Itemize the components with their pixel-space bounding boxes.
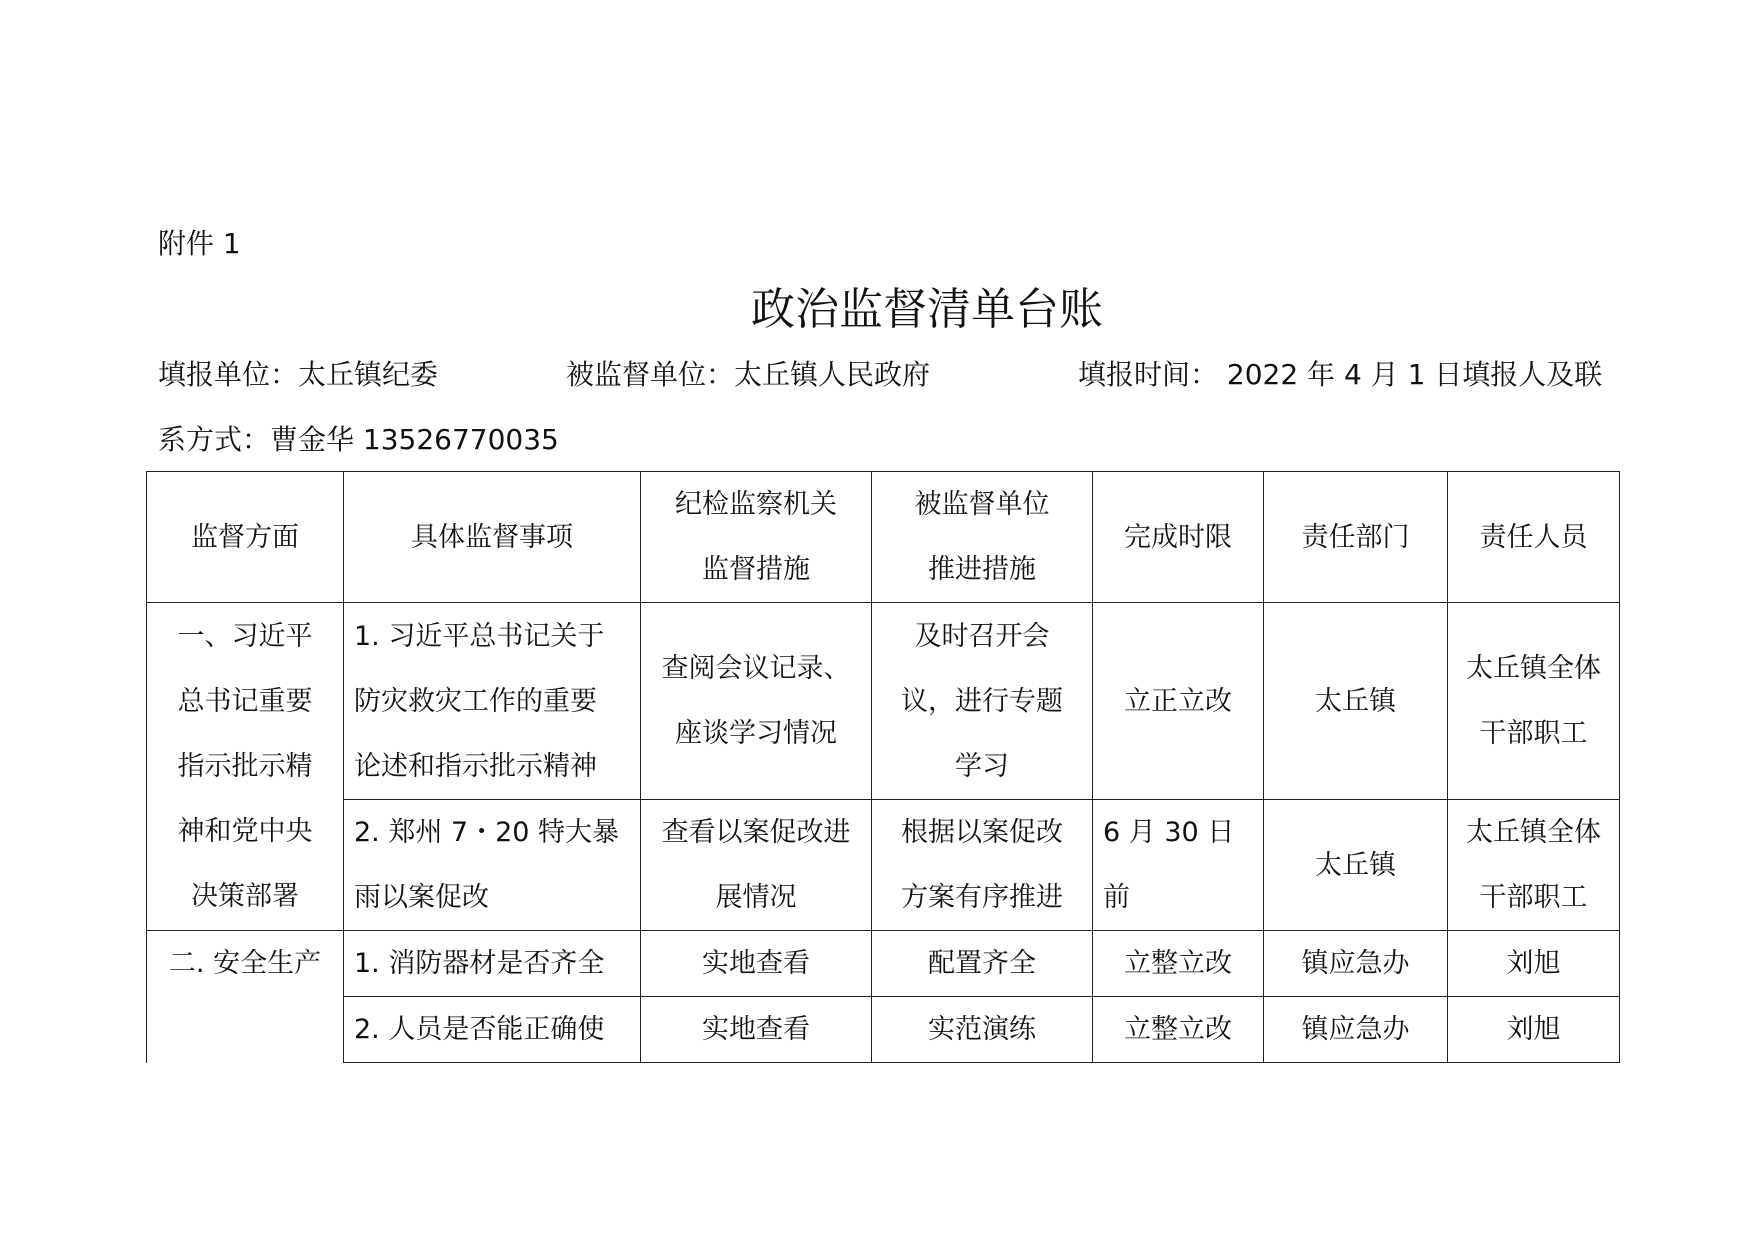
deadline-line: [1103, 800, 1253, 865]
measures-cell: 实地查看: [641, 931, 872, 997]
person-line: 太丘镇全体: [1466, 817, 1601, 848]
deadline-line: 前: [1103, 882, 1130, 913]
aspect-line: 神和党中央: [177, 816, 313, 847]
header-dept: 责任部门: [1264, 472, 1448, 603]
header-row: [147, 472, 1620, 603]
header-person: 责任人员: [1448, 472, 1620, 603]
advance-cell: [872, 800, 1093, 931]
person-line: 太丘镇全体: [1466, 653, 1601, 684]
advance-line: 及时召开会: [914, 620, 1050, 652]
aspect-line: 总书记重要: [177, 686, 313, 717]
measures-line: 展情况: [715, 882, 797, 913]
person-line: 干部职工: [1479, 882, 1588, 913]
table-row: [147, 603, 1620, 800]
measures-cell: 实地查看: [641, 997, 872, 1063]
dept-cell: 镇应急办: [1264, 997, 1448, 1063]
advance-cell: 配置齐全: [872, 931, 1093, 997]
supervised-unit: 被监督单位：太丘镇人民政府: [566, 358, 931, 391]
supervision-ledger-table: [146, 471, 1620, 1063]
measures-line: 查看以案促改进: [661, 817, 851, 848]
table-row: [147, 931, 1620, 997]
advance-cell: 实范演练: [872, 997, 1093, 1063]
reporting-unit: 填报单位：太丘镇纪委: [158, 358, 439, 391]
dept-cell: 镇应急办: [1264, 931, 1448, 997]
measures-cell: [641, 603, 872, 800]
header-measures-line: 纪检监察机关: [675, 489, 837, 520]
item-line: 1. 习近平总书记关于: [354, 620, 605, 652]
item-line: 论述和指示批示精神: [354, 750, 597, 782]
aspect-line: 决策部署: [191, 881, 299, 912]
advance-line: 议，进行专题: [901, 685, 1063, 717]
measures-cell: [641, 800, 872, 931]
dept-cell: 太丘镇: [1264, 603, 1448, 800]
report-time: 填报时间： 2022 年 4 月 1 日填报人及联: [1078, 358, 1603, 391]
header-measures: [641, 472, 872, 603]
person-cell: 刘旭: [1448, 931, 1620, 997]
header-deadline: 完成时限: [1093, 472, 1264, 603]
deadline-cell: 立整立改: [1093, 931, 1264, 997]
person-cell: [1448, 800, 1620, 931]
item-cell: 1. 消防器材是否齐全: [344, 931, 641, 997]
advance-cell: [872, 603, 1093, 800]
deadline-part: 6: [1103, 817, 1121, 848]
header-aspect: 监督方面: [147, 472, 344, 603]
item-cell: [344, 800, 641, 931]
table-row: [147, 800, 1620, 931]
reporter-contact: 系方式：曹金华 13526770035: [158, 423, 559, 456]
aspect-line: 二. 安全生产: [168, 948, 322, 979]
table-row: [147, 997, 1620, 1063]
header-measures-line: 监督措施: [702, 554, 810, 585]
aspect-line: 指示批示精: [177, 751, 313, 782]
document-title: 政治监督清单台账: [751, 284, 1103, 335]
deadline-part: 月: [1128, 817, 1156, 848]
item-line: 防灾救灾工作的重要: [354, 685, 597, 717]
aspect-cell: [147, 603, 344, 931]
aspect-cell: [147, 931, 344, 1063]
header-advance-line: 推进措施: [928, 554, 1036, 585]
aspect-line: 一、习近平: [177, 621, 313, 652]
advance-line: 方案有序推进: [901, 882, 1063, 913]
item-cell: 2. 人员是否能正确使: [344, 997, 641, 1063]
item-cell: [344, 603, 641, 800]
measures-line: 座谈学习情况: [675, 718, 837, 749]
deadline-part: 日: [1207, 817, 1235, 848]
item-line: 雨以案促改: [354, 882, 489, 913]
deadline-cell: 立整立改: [1093, 997, 1264, 1063]
advance-line: 学习: [955, 750, 1009, 782]
deadline-part: 30: [1164, 817, 1199, 848]
header-advance-line: 被监督单位: [914, 489, 1050, 520]
item-line: 2. 郑州 7・20 特大暴: [354, 817, 620, 848]
header-item: 具体监督事项: [344, 472, 641, 603]
deadline-cell: [1093, 800, 1264, 931]
header-advance: [872, 472, 1093, 603]
person-cell: 刘旭: [1448, 997, 1620, 1063]
person-cell: [1448, 603, 1620, 800]
attachment-label: 附件 1: [158, 227, 241, 260]
deadline-cell: 立正立改: [1093, 603, 1264, 800]
advance-line: 根据以案促改: [901, 817, 1063, 848]
measures-line: 查阅会议记录、: [661, 653, 851, 684]
person-line: 干部职工: [1479, 718, 1588, 749]
dept-cell: 太丘镇: [1264, 800, 1448, 931]
